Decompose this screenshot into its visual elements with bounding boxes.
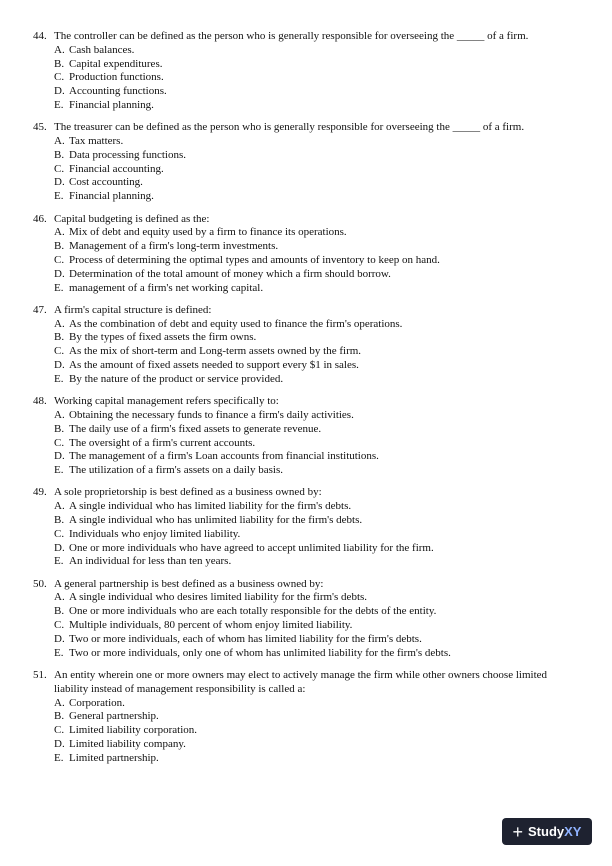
option-letter: E. [54,98,64,111]
option-letter: B. [54,605,65,618]
option-letter: E. [54,646,64,659]
option-letter: D. [54,176,65,189]
question-stem [33,304,578,318]
option-letter: C. [54,162,65,175]
option-letter: B. [54,148,65,161]
answer-option [54,500,578,514]
answer-option [54,345,578,359]
question-number: 48. [33,395,47,408]
question-stem [33,213,578,227]
answer-option [54,254,578,268]
option-letter: B. [54,57,65,70]
answer-option [54,282,578,296]
answer-option [54,697,578,711]
option-text: Financial planning. [69,190,154,203]
option-text: One or more individuals who are each totally responsible for the debts of the entity. [69,605,437,618]
option-letter: A. [54,500,65,513]
answer-option [54,464,578,478]
answer-option [54,605,578,619]
question-text: The treasurer can be defined as the person who is generally responsible for overseeing the _____ of a firm. [54,121,525,134]
option-letter: E. [54,281,64,294]
option-letter: D. [54,359,65,372]
option-list [54,500,578,569]
answer-option [54,240,578,254]
answer-option [54,71,578,85]
document-body [33,30,578,774]
question-stem [33,30,578,44]
option-text: Cost accounting. [69,176,143,189]
question [33,304,578,387]
question-stem [33,486,578,500]
option-text: Process of determining the optimal types and amounts of inventory to keep on hand. [69,253,440,266]
option-text: A single individual who has limited liability for the firm's debts. [69,500,352,513]
option-text: Multiple individuals, 80 percent of whom enjoy limited liability. [69,619,353,632]
question [33,486,578,569]
option-list [54,226,578,295]
answer-option [54,423,578,437]
answer-option [54,163,578,177]
question-number: 51. [33,668,47,681]
question [33,213,578,296]
question-stem [33,578,578,592]
option-list [54,44,578,113]
question [33,578,578,661]
answer-option [54,514,578,528]
answer-option [54,331,578,345]
question [33,30,578,113]
question [33,669,578,766]
option-text: Cash balances. [69,43,135,56]
option-text: General partnership. [69,710,159,723]
option-text: Management of a firm's long-term investments. [69,240,279,253]
question-text: The controller can be defined as the person who is generally responsible for overseeing the _____ of a firm. [54,30,529,42]
answer-option [54,437,578,451]
option-text: The utilization of a firm's assets on a daily basis. [69,464,283,477]
question-number: 49. [33,486,47,499]
option-text: Data processing functions. [69,148,186,161]
option-text: Two or more individuals, only one of whom has unlimited liability for the firm's debts. [69,646,451,659]
option-letter: D. [54,267,65,280]
option-text: Capital expenditures. [69,57,163,70]
option-text: The daily use of a firm's fixed assets to generate revenue. [69,422,322,435]
plus-icon: + [512,821,524,842]
answer-option [54,176,578,190]
question-text: Working capital management refers specifically to: [54,395,279,408]
answer-option [54,99,578,113]
option-text: Limited liability corporation. [69,724,197,737]
answer-option [54,85,578,99]
question-number: 47. [33,303,47,316]
option-letter: C. [54,436,65,449]
option-text: A single individual who has unlimited liability for the firm's debts. [69,514,363,526]
option-text: As the combination of debt and equity used to finance the firm's operations. [69,317,403,330]
option-letter: E. [54,751,64,764]
option-letter: D. [54,450,65,463]
option-letter: C. [54,71,65,84]
answer-option [54,555,578,569]
question-number: 44. [33,30,47,42]
answer-option [54,450,578,464]
option-letter: C. [54,619,65,632]
option-letter: B. [54,514,65,526]
option-text: As the amount of fixed assets needed to support every $1 in sales. [69,359,359,372]
option-text: Limited partnership. [69,751,159,764]
answer-option [54,373,578,387]
studyxy-badge[interactable] [502,818,592,845]
option-letter: A. [54,135,65,148]
option-letter: A. [54,591,65,604]
option-letter: D. [54,541,65,554]
option-letter: D. [54,85,65,98]
option-text: Limited liability company. [69,737,186,750]
option-text: One or more individuals who have agreed to accept unlimited liability for the firm. [69,541,434,554]
option-letter: A. [54,317,65,330]
option-letter: E. [54,555,64,568]
option-letter: A. [54,43,65,56]
question-text: A firm's capital structure is defined: [54,303,212,316]
question-number: 50. [33,577,47,590]
option-list [54,318,578,387]
option-list [54,697,578,766]
answer-option [54,149,578,163]
option-text: Individuals who enjoy limited liability. [69,527,241,540]
answer-option [54,528,578,542]
option-text: Two or more individuals, each of whom has limited liability for the firm's debts. [69,632,422,645]
option-text: As the mix of short-term and Long-term assets owned by the firm. [69,345,362,358]
option-text: The management of a firm's Loan accounts from financial institutions. [69,450,379,463]
option-letter: C. [54,345,65,358]
option-letter: B. [54,422,65,435]
question [33,395,578,478]
option-text: management of a firm's net working capital. [69,281,264,294]
question-stem [33,395,578,409]
question-text: A sole proprietorship is best defined as a business owned by: [54,486,322,499]
answer-option [54,591,578,605]
option-letter: D. [54,737,65,750]
option-letter: C. [54,724,65,737]
option-letter: E. [54,190,64,203]
option-letter: A. [54,226,65,239]
option-list [54,135,578,204]
answer-option [54,359,578,373]
answer-option [54,752,578,766]
option-letter: A. [54,408,65,421]
question-number: 45. [33,121,47,134]
answer-option [54,409,578,423]
option-text: By the types of fixed assets the firm owns. [69,331,257,344]
option-text: A single individual who desires limited liability for the firm's debts. [69,591,368,604]
option-letter: B. [54,331,65,344]
option-letter: E. [54,464,64,477]
answer-option [54,44,578,58]
option-text: Tax matters. [69,135,124,148]
question-number: 46. [33,212,47,225]
option-text: Corporation. [69,696,125,709]
answer-option [54,226,578,240]
question [33,121,578,204]
option-letter: D. [54,632,65,645]
option-letter: E. [54,372,64,385]
question-stem [33,669,578,697]
question-text: A general partnership is best defined as a business owned by: [54,577,324,590]
answer-option [54,647,578,661]
question-text: Capital budgeting is defined as the: [54,212,210,225]
option-text: Production functions. [69,71,164,84]
answer-option [54,190,578,204]
question-text: An entity wherein one or more owners may elect to actively manage the firm while other owners choose limited liability instead of management responsibility is called a: [54,668,548,695]
answer-option [54,542,578,556]
answer-option [54,318,578,332]
option-text: Mix of debt and equity used by a firm to finance its operations. [69,226,347,239]
answer-option [54,619,578,633]
question-stem [33,121,578,135]
answer-option [54,58,578,72]
option-letter: A. [54,696,65,709]
option-text: By the nature of the product or service provided. [69,372,284,385]
answer-option [54,633,578,647]
answer-option [54,135,578,149]
option-text: Accounting functions. [69,85,167,98]
option-text: Determination of the total amount of money which a firm should borrow. [69,267,391,280]
brand-accent-text: XY [564,824,582,839]
option-list [54,591,578,660]
option-letter: C. [54,527,65,540]
option-text: Obtaining the necessary funds to finance a firm's daily activities. [69,408,354,421]
answer-option [54,738,578,752]
option-text: Financial planning. [69,98,154,111]
answer-option [54,268,578,282]
option-text: An individual for less than ten years. [69,555,232,568]
option-letter: B. [54,240,65,253]
answer-option [54,724,578,738]
option-text: Financial accounting. [69,162,164,175]
answer-option [54,710,578,724]
option-list [54,409,578,478]
option-text: The oversight of a firm's current accounts. [69,436,256,449]
brand-text: Study [528,824,565,839]
option-letter: C. [54,253,65,266]
option-letter: B. [54,710,65,723]
